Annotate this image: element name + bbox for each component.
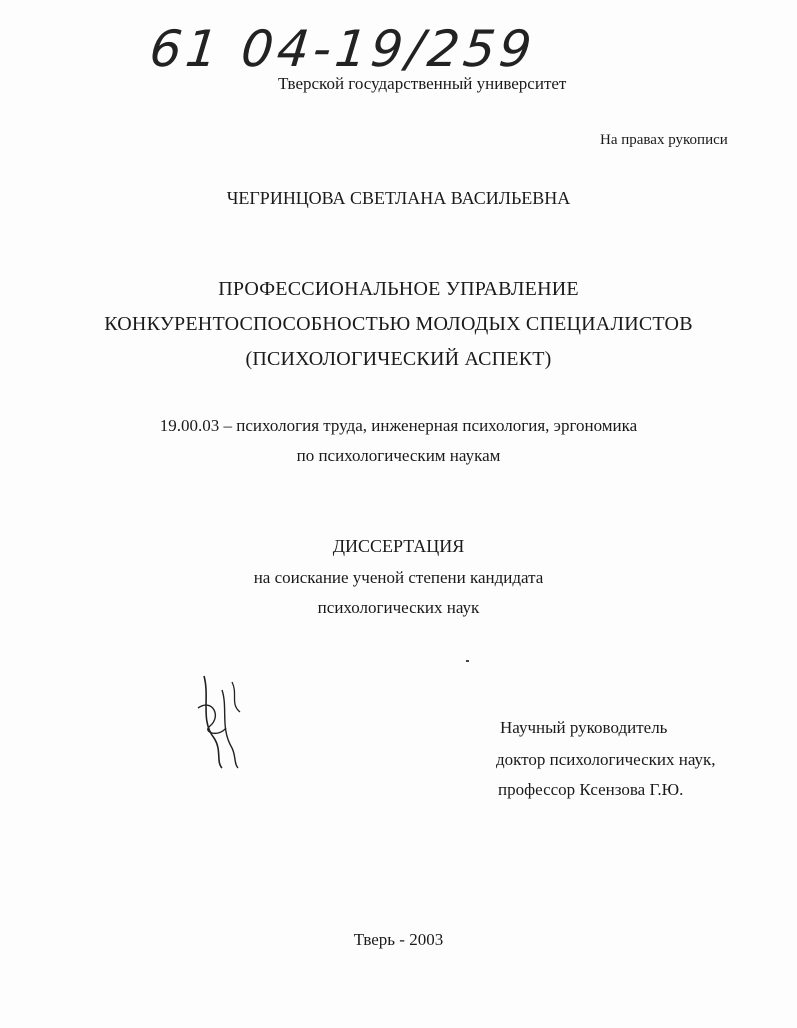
- document-type-heading: ДИССЕРТАЦИЯ: [332, 536, 465, 556]
- title-line-2: КОНКУРЕНТОСПОСОБНОСТЬЮ МОЛОДЫХ СПЕЦИАЛИСТОВ: [104, 313, 693, 335]
- handwritten-archive-code: 61 04-19/259: [146, 20, 539, 78]
- signature-mark: [192, 668, 252, 772]
- manuscript-rights-note: На правах рукописи: [600, 132, 728, 148]
- university-name: Тверской государственный университет: [278, 74, 567, 93]
- author-name: ЧЕГРИНЦОВА СВЕТЛАНА ВАСИЛЬЕВНА: [226, 188, 571, 208]
- specialty-field: по психологическим наукам: [296, 446, 501, 465]
- advisor-degree: доктор психологических наук,: [496, 750, 716, 769]
- advisor-name: профессор Ксензова Г.Ю.: [498, 780, 684, 799]
- degree-line-2: психологических наук: [317, 598, 480, 617]
- title-line-1: ПРОФЕССИОНАЛЬНОЕ УПРАВЛЕНИЕ: [218, 278, 579, 300]
- scan-speck: [466, 660, 469, 662]
- degree-line-1: на соискание ученой степени кандидата: [253, 568, 544, 587]
- specialty-code: 19.00.03 – психология труда, инженерная психология, эргономика: [159, 416, 638, 435]
- advisor-label: Научный руководитель: [500, 718, 668, 737]
- city-year: Тверь - 2003: [353, 930, 444, 949]
- title-line-3: (ПСИХОЛОГИЧЕСКИЙ АСПЕКТ): [245, 348, 552, 370]
